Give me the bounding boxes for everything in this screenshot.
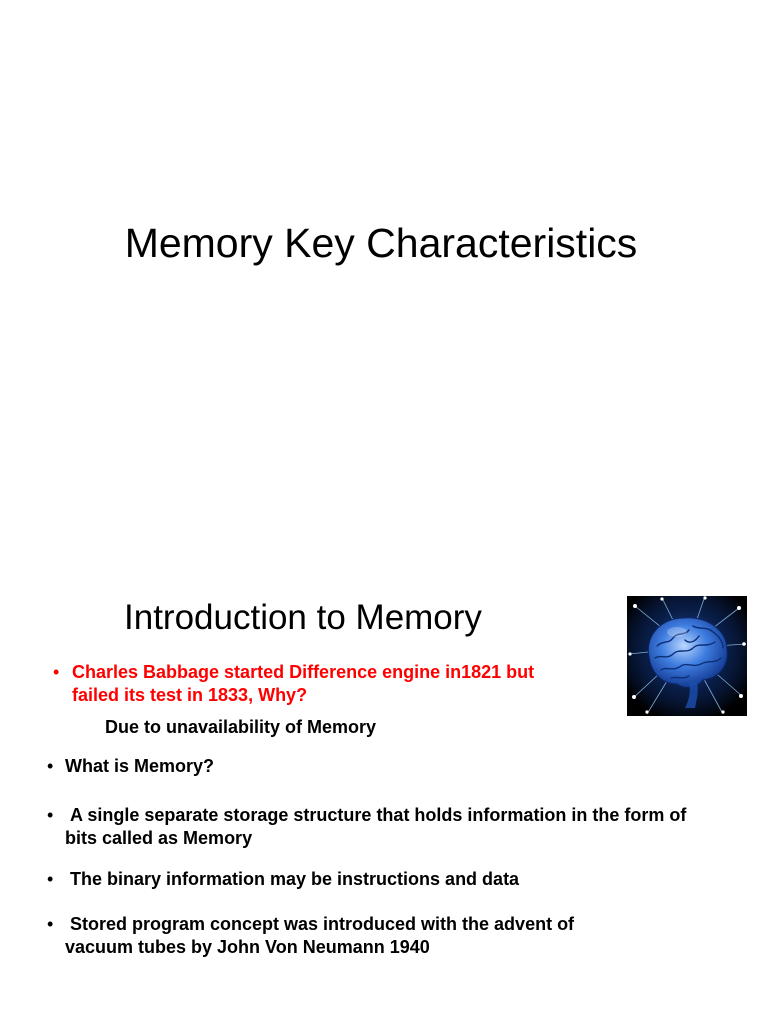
brain-image — [627, 596, 747, 716]
highlight-bullet — [53, 661, 592, 707]
list-item-line1: A single separate storage structure that holds information in the form of — [70, 805, 687, 825]
bullet-dot: • — [53, 662, 60, 682]
list-item-line1: What is Memory? — [65, 756, 215, 776]
list-item — [47, 868, 745, 891]
bullet-dot: • — [47, 869, 54, 889]
highlight-bullet-line2: failed its test in 1833, Why? — [72, 685, 308, 705]
brain-icon — [627, 596, 747, 716]
highlight-bullet-line1: Charles Babbage started Difference engine in1821 but — [72, 662, 535, 682]
list-item-line1: Stored program concept was introduced with the advent of — [70, 914, 575, 934]
list-item-line2: bits called as Memory — [65, 828, 253, 848]
list-item-line1: The binary information may be instructions and data — [70, 869, 520, 889]
list-item — [47, 804, 755, 850]
bullet-dot: • — [47, 914, 54, 934]
bullet-dot: • — [47, 756, 54, 776]
list-item-line2: vacuum tubes by John Von Neumann 1940 — [65, 937, 430, 957]
list-item — [47, 755, 745, 778]
bullet-dot: • — [47, 805, 54, 825]
list-item — [47, 913, 745, 959]
slide-title: Memory Key Characteristics — [124, 220, 638, 266]
answer-text: Due to unavailability of Memory — [105, 717, 377, 737]
section-title: Introduction to Memory — [124, 598, 482, 637]
